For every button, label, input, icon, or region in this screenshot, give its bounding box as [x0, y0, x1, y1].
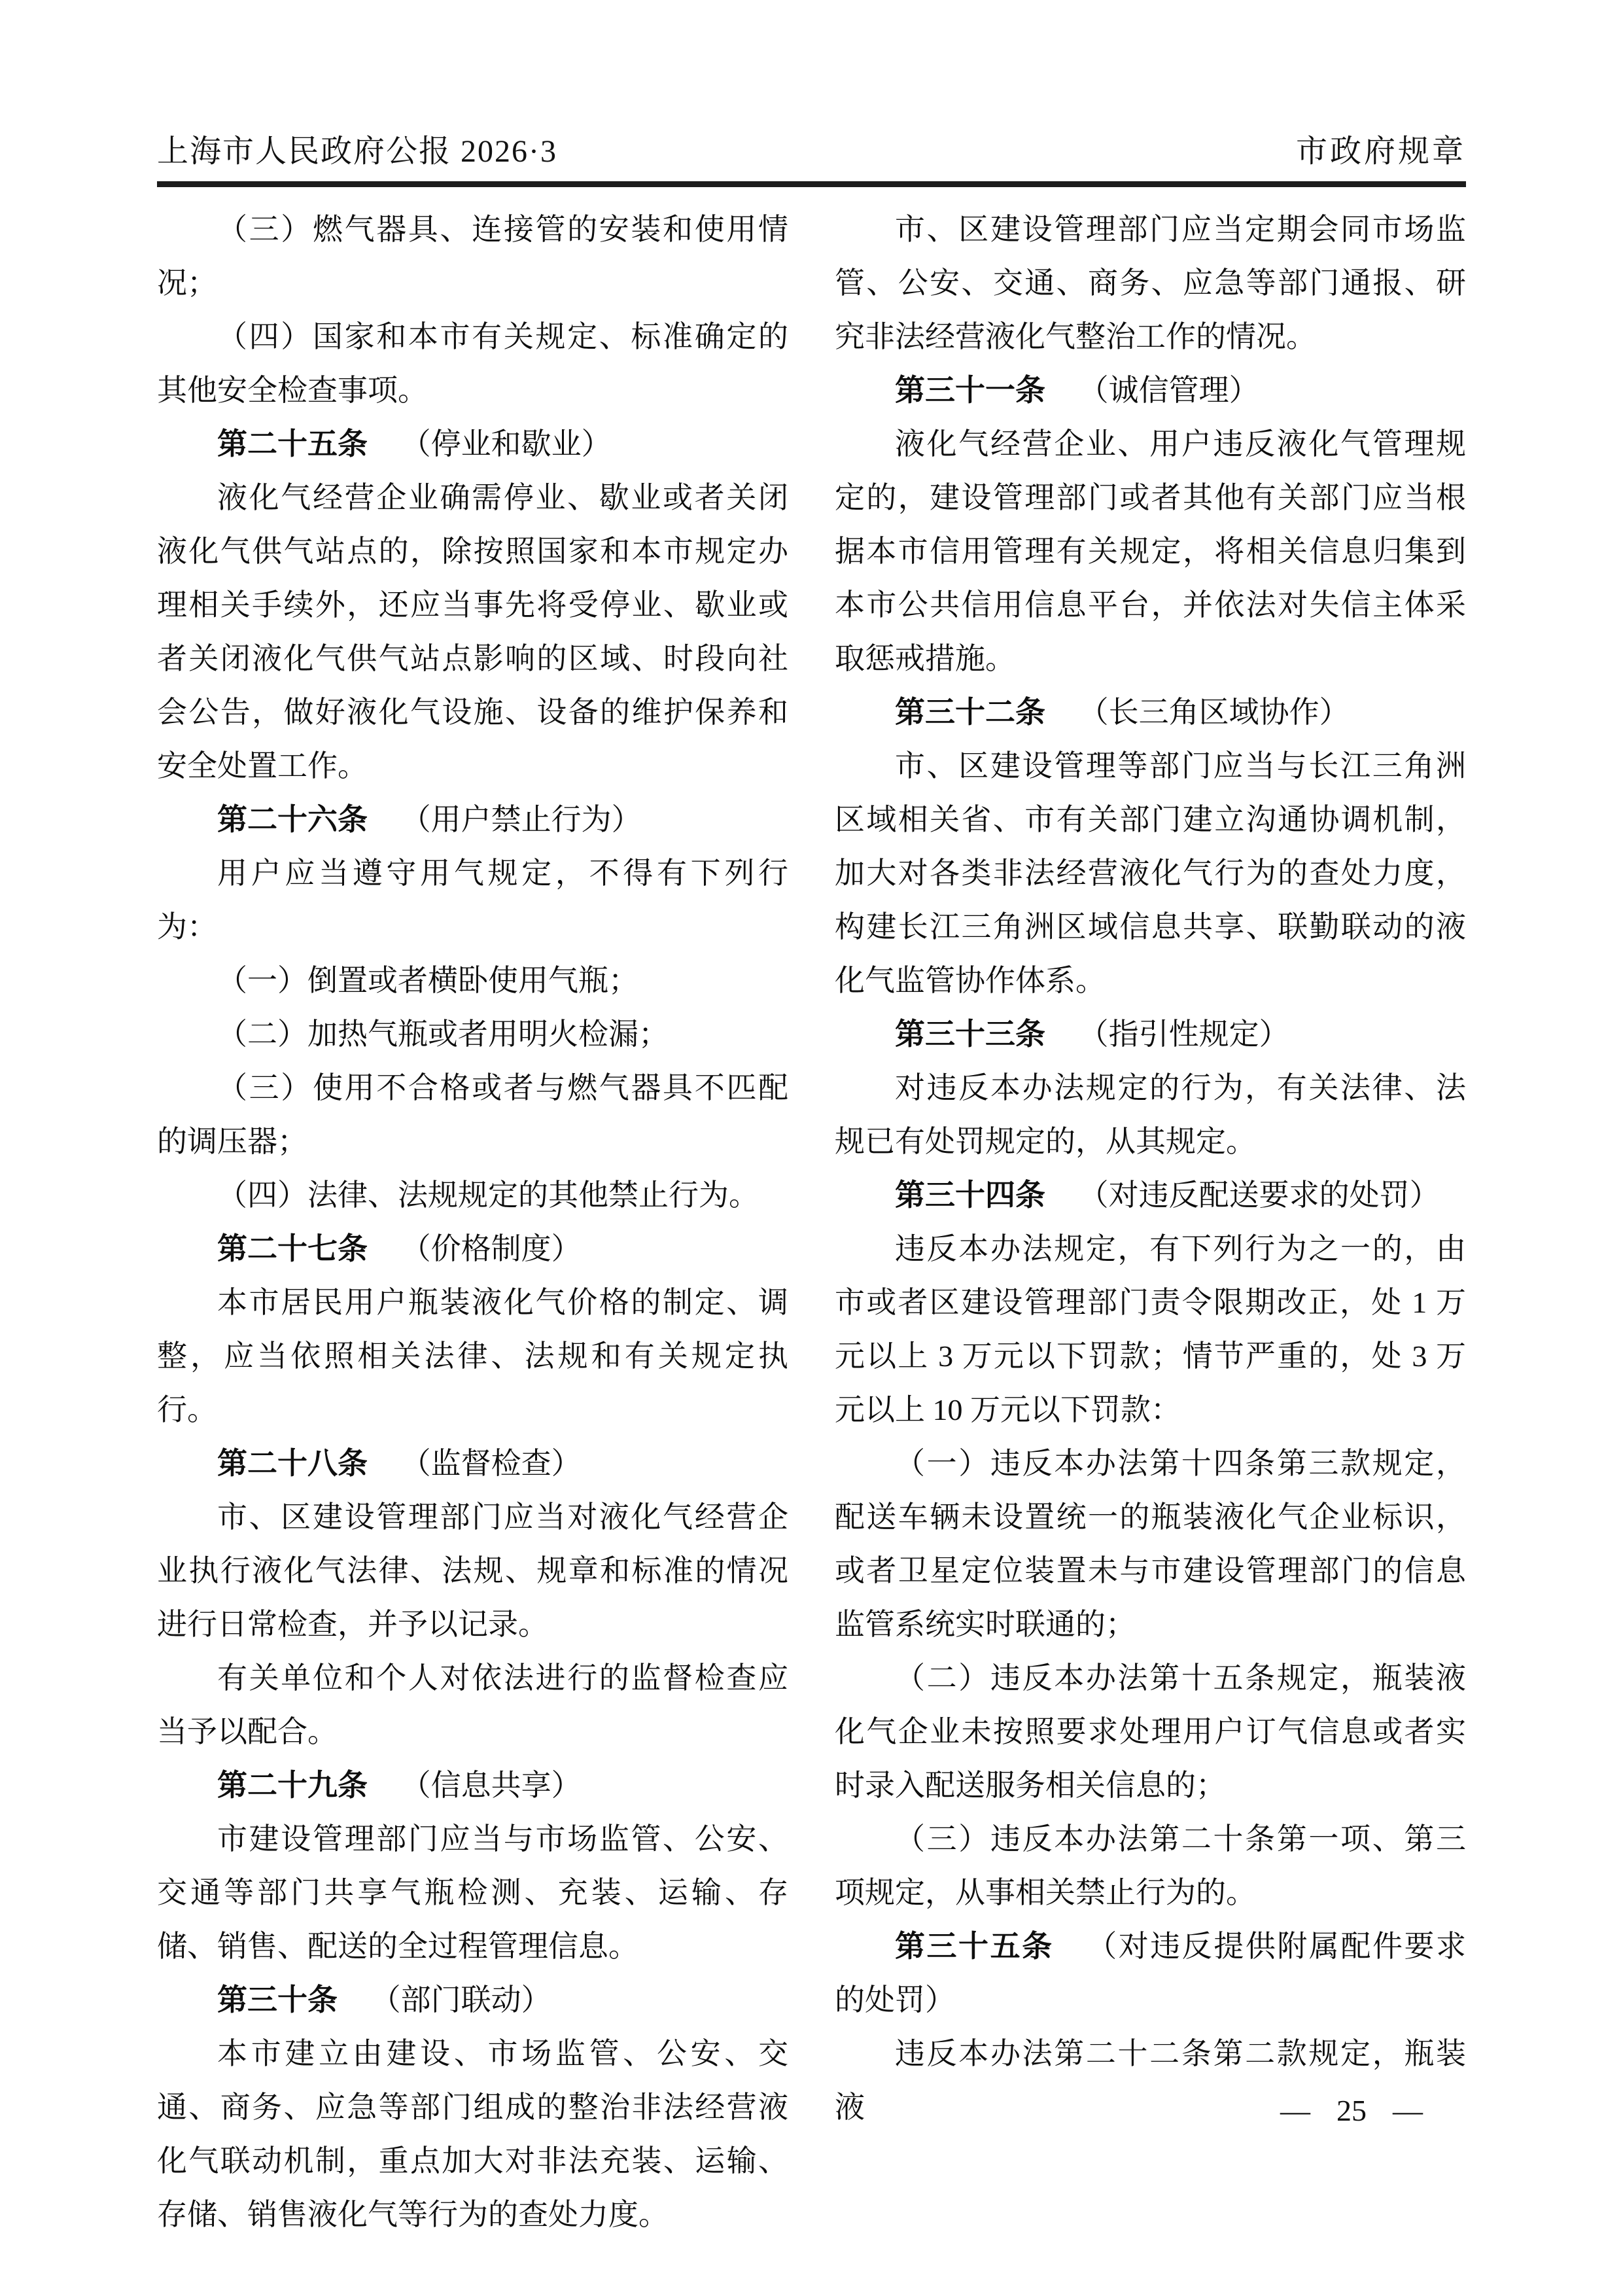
page-number-dash-right: —	[1393, 2094, 1423, 2127]
article-number: 第三十五条	[895, 1930, 1054, 1963]
article-title: （价格制度）	[400, 1232, 582, 1265]
page-number-value: 25	[1336, 2094, 1367, 2127]
body-paragraph: 违反本办法第二十二条第二款规定，瓶装液	[835, 2037, 1466, 2124]
article-heading	[835, 1169, 1466, 1222]
body-paragraph: 本市建立由建设、市场监管、公安、交通、商务、应急等部门组成的整治非法经营液化气联动机制，重点加大对非法充装、运输、存储、销售液化气等行为的查处力度。	[157, 2037, 788, 2231]
article-number: 第二十七条	[217, 1232, 368, 1265]
body-paragraph: 有关单位和个人对依法进行的监督检查应当予以配合。	[157, 1661, 788, 1748]
article-number: 第二十九条	[217, 1769, 368, 1802]
column-left	[157, 203, 788, 2242]
article-title: （信息共享）	[400, 1769, 582, 1802]
body-paragraph: 用户应当遵守用气规定，不得有下列行为：	[157, 857, 788, 944]
body-paragraph: （一）违反本办法第十四条第三款规定，配送车辆未设置统一的瓶装液化气企业标识，或者卫星定位装置未与市建设管理部门的信息监管系统实时联通的；	[835, 1447, 1466, 1641]
body-paragraph: （三）违反本办法第二十条第一项、第三项规定，从事相关禁止行为的。	[835, 1822, 1466, 1909]
body-paragraph: （二）违反本办法第十五条规定，瓶装液化气企业未按照要求处理用户订气信息或者实时录入配送服务相关信息的；	[835, 1661, 1466, 1802]
article-number: 第二十六条	[217, 803, 368, 836]
article-title: （对违反提供附属配件要求的处罚）	[835, 1930, 1467, 2017]
gazette-title: 上海市人民政府公报 2026·3	[157, 134, 557, 169]
article-number: 第三十二条	[895, 696, 1045, 729]
body-paragraph: 对违反本办法规定的行为，有关法律、法规已有处罚规定的，从其规定。	[835, 1071, 1466, 1158]
page-number-dash-left: —	[1280, 2094, 1310, 2127]
article-heading	[157, 417, 788, 471]
article-title: （停业和歇业）	[400, 427, 612, 461]
article-title: （用户禁止行为）	[400, 803, 642, 836]
body-paragraph: （三）燃气器具、连接管的安装和使用情况；	[157, 213, 788, 300]
article-number: 第二十八条	[217, 1447, 368, 1480]
article-title: （部门联动）	[370, 1983, 551, 2017]
article-number: 第二十五条	[217, 427, 368, 461]
body-paragraph: 本市居民用户瓶装液化气价格的制定、调整，应当依照相关法律、法规和有关规定执行。	[157, 1286, 788, 1426]
article-number: 第三十一条	[895, 374, 1045, 407]
article-heading	[835, 1008, 1466, 1061]
body-columns	[157, 203, 1466, 2242]
article-heading	[157, 1222, 788, 1276]
section-label: 市政府规章	[1295, 134, 1466, 169]
article-title: （指引性规定）	[1078, 1017, 1289, 1051]
body-paragraph: （一）倒置或者横卧使用气瓶；	[217, 964, 638, 997]
article-title: （长三角区域协作）	[1078, 696, 1350, 729]
body-paragraph: 液化气经营企业、用户违反液化气管理规定的，建设管理部门或者其他有关部门应当根据本市信用管理有关规定，将相关信息归集到本市公共信用信息平台，并依法对失信主体采取惩戒措施。	[835, 427, 1466, 675]
gazette-page	[157, 0, 1466, 2242]
body-paragraph: 市、区建设管理部门应当对液化气经营企业执行液化气法律、法规、规章和标准的情况进行日常检查，并予以记录。	[157, 1500, 788, 1641]
article-heading	[157, 793, 788, 847]
body-paragraph: （四）法律、法规规定的其他禁止行为。	[217, 1178, 759, 1212]
article-title: （监督检查）	[400, 1447, 582, 1480]
article-number: 第三十条	[217, 1983, 338, 2017]
article-number: 第三十三条	[895, 1017, 1045, 1051]
article-title: （对违反配送要求的处罚）	[1078, 1178, 1440, 1212]
page-header	[157, 133, 1466, 171]
body-paragraph: 市建设管理部门应当与市场监管、公安、交通等部门共享气瓶检测、充装、运输、存储、销售、配送的全过程管理信息。	[157, 1822, 788, 1963]
article-heading	[835, 1920, 1466, 2027]
article-heading	[157, 1973, 788, 2027]
article-heading	[157, 1759, 788, 1812]
article-heading	[157, 1437, 788, 1491]
body-paragraph: 市、区建设管理部门应当定期会同市场监管、公安、交通、商务、应急等部门通报、研究非法经营液化气整治工作的情况。	[835, 213, 1466, 353]
article-number: 第三十四条	[895, 1178, 1045, 1212]
column-right	[835, 203, 1466, 2242]
article-heading	[835, 686, 1466, 739]
article-heading	[835, 364, 1466, 417]
body-paragraph: 市、区建设管理等部门应当与长江三角洲区域相关省、市有关部门建立沟通协调机制，加大对各类非法经营液化气行为的查处力度，构建长江三角洲区域信息共享、联勤联动的液化气监管协作体系。	[835, 749, 1466, 997]
body-paragraph: 违反本办法规定，有下列行为之一的，由市或者区建设管理部门责令限期改正，处 1 万元以上 3 万元以下罚款；情节严重的，处 3 万元以上 10 万元以下罚款：	[835, 1232, 1466, 1426]
body-paragraph: 液化气经营企业确需停业、歇业或者关闭液化气供气站点的，除按照国家和本市规定办理相关手续外，还应当事先将受停业、歇业或者关闭液化气供气站点影响的区域、时段向社会公告，做好液化气设施、设备的维护保养和安全处置工作。	[157, 481, 788, 783]
article-title: （诚信管理）	[1078, 374, 1259, 407]
body-paragraph: （二）加热气瓶或者用明火检漏；	[217, 1017, 669, 1051]
body-paragraph: （三）使用不合格或者与燃气器具不匹配的调压器；	[157, 1071, 788, 1158]
page-number	[1280, 2091, 1423, 2130]
body-paragraph: （四）国家和本市有关规定、标准确定的其他安全检查事项。	[157, 320, 788, 407]
header-rule	[157, 181, 1466, 187]
